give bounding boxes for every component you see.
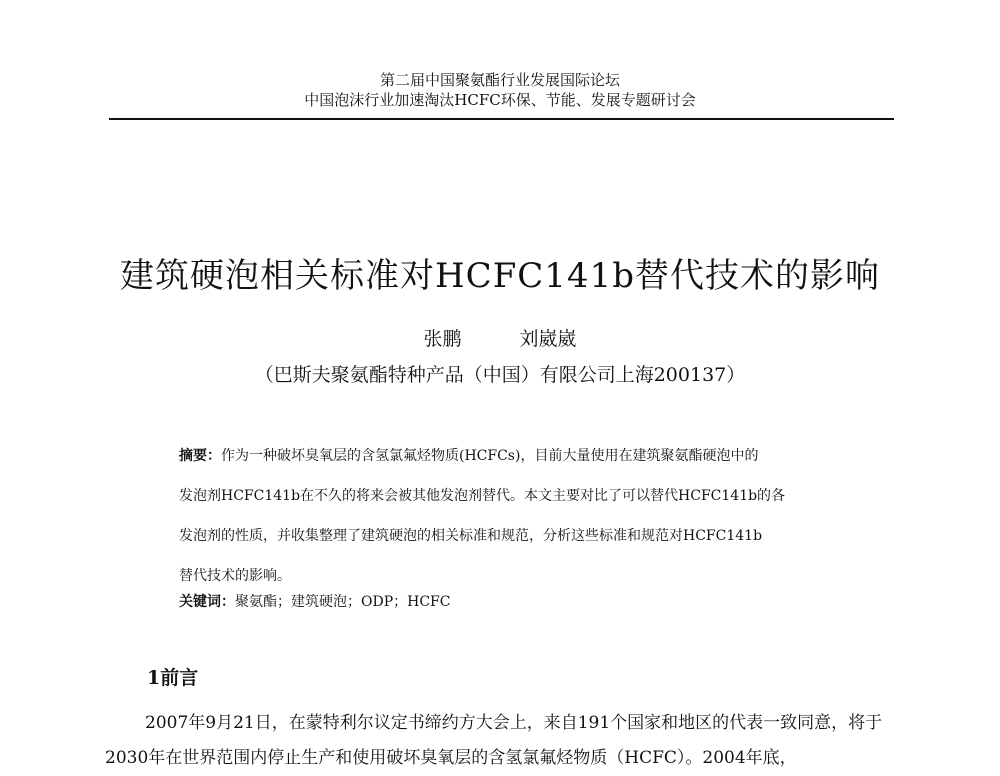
abstract-line-1 (179, 436, 839, 476)
author-1: 张鹏 (423, 328, 462, 350)
abstract-line-2: 发泡剂HCFC141b在不久的将来会被其他发泡剂替代。本文主要对比了可以替代HCFC141b的各 (179, 488, 786, 504)
body-paragraph: 2007年9月21日，在蒙特利尔议定书缔约方大会上，来自191个国家和地区的代表一致同意，将于2030年在世界范围内停止生产和使用破坏臭氧层的含氢氯氟烃物质（HCFC）。2004年底， (105, 713, 883, 768)
abstract-line-3: 发泡剂的性质，并收集整理了建筑硬泡的相关标准和规范，分析这些标准和规范对HCFC141b (179, 528, 763, 544)
header-line-1: 第二届中国聚氨酯行业发展国际论坛 (379, 71, 620, 89)
running-header (0, 70, 1000, 110)
author-2: 刘崴崴 (519, 328, 577, 350)
abstract-line-4: 替代技术的影响。 (179, 568, 291, 584)
keywords (179, 589, 839, 615)
abstract-text-1: 作为一种破坏臭氧层的含氢氯氟烃物质(HCFCs)，目前大量使用在建筑聚氨酯硬泡中的 (221, 448, 759, 464)
keywords-label: 关键词： (179, 594, 235, 610)
header-rule (109, 118, 894, 120)
abstract-label: 摘要： (179, 448, 221, 464)
affiliation: （巴斯夫聚氨酯特种产品（中国）有限公司上海200137） (254, 364, 746, 386)
keywords-text: 聚氨酯；建筑硬泡；ODP；HCFC (235, 594, 451, 610)
header-line-2: 中国泡沫行业加速淘汰HCFC环保、节能、发展专题研讨会 (304, 91, 696, 109)
authors (0, 324, 1000, 351)
abstract (179, 436, 839, 596)
section-heading: 1前言 (147, 667, 199, 689)
paper-title: 建筑硬泡相关标准对HCFC141b替代技术的影响 (120, 256, 880, 296)
